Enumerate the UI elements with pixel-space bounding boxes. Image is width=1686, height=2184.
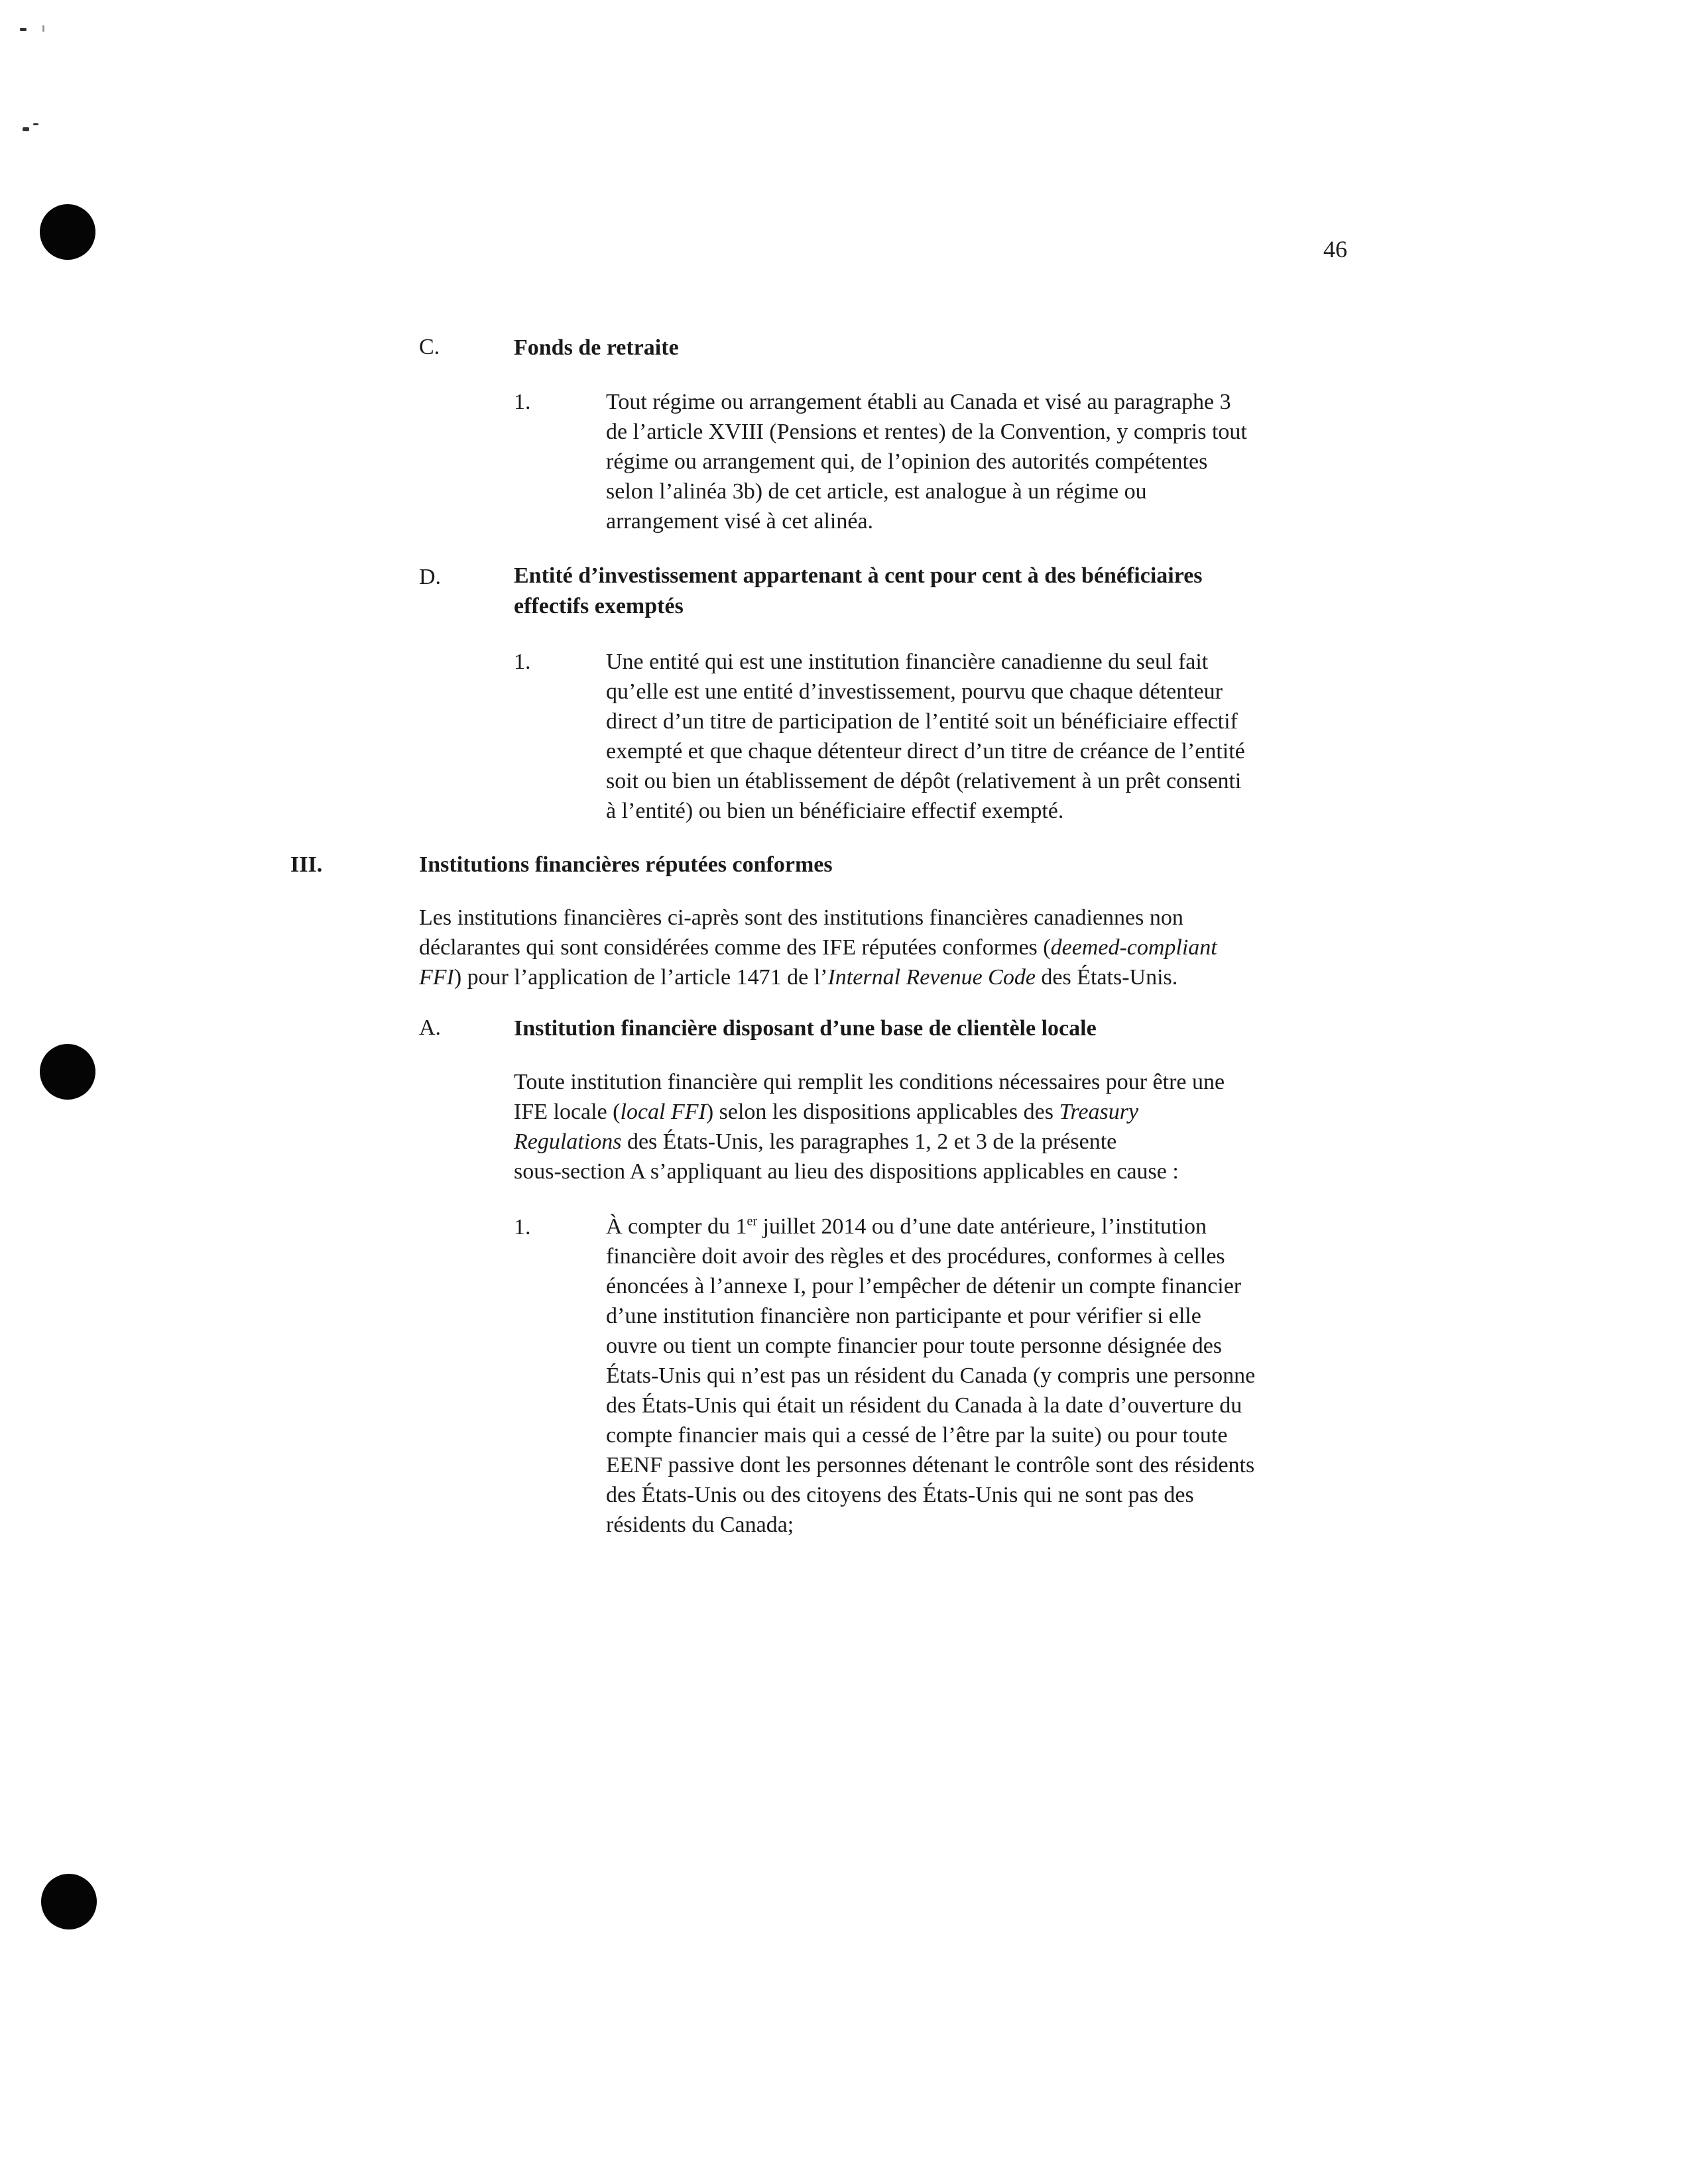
section-a-title: Institution financière disposant d’une base de clientèle locale	[514, 1016, 1097, 1041]
text-line: des États-Unis ou des citoyens des États-Unis qui ne sont pas des	[606, 1483, 1194, 1507]
text-line: selon l’alinéa 3b) de cet article, est analogue à un régime ou	[606, 479, 1147, 504]
section-a-item-number: 1.	[514, 1215, 531, 1239]
text-span: IFE locale (	[514, 1100, 621, 1124]
section-iii-intro	[419, 903, 1217, 992]
page-number: 46	[1323, 236, 1347, 262]
text-line	[606, 1212, 1255, 1241]
section-d-label: D.	[419, 565, 442, 589]
section-c-item-text	[606, 387, 1247, 536]
title-line: effectifs exemptés	[514, 594, 684, 618]
italic-term: local FFI	[620, 1100, 706, 1124]
text-line	[419, 933, 1217, 962]
text-line: Les institutions financières ci-après sont des institutions financières canadiennes non	[419, 905, 1183, 930]
section-c-label: C.	[419, 335, 440, 359]
italic-term: Treasury	[1059, 1100, 1139, 1124]
text-span: des États-Unis, les paragraphes 1, 2 et 3 de la présente	[621, 1129, 1117, 1154]
text-line: arrangement visé à cet alinéa.	[606, 509, 874, 534]
italic-term: deemed-compliant	[1050, 935, 1217, 960]
text-line: États-Unis qui n’est pas un résident du Canada (y compris une personne	[606, 1363, 1256, 1388]
section-a-intro	[514, 1067, 1225, 1186]
punch-hole-bottom	[41, 1874, 97, 1929]
text-line: des États-Unis qui était un résident du Canada à la date d’ouverture du	[606, 1393, 1242, 1418]
text-line: énoncées à l’annexe I, pour l’empêcher de détenir un compte financier	[606, 1274, 1242, 1298]
punch-hole-top	[40, 204, 95, 260]
section-iii-title: Institutions financières réputées conformes	[419, 852, 833, 877]
text-line	[514, 1097, 1225, 1127]
section-c-item-number: 1.	[514, 390, 531, 414]
section-d-title	[514, 561, 1203, 622]
text-line: financière doit avoir des règles et des procédures, conformes à celles	[606, 1244, 1225, 1269]
scan-speck	[20, 28, 27, 31]
text-span: ) selon les dispositions applicables des	[705, 1100, 1059, 1124]
section-d-item-text	[606, 647, 1245, 826]
text-line: d’une institution financière non participante et pour vérifier si elle	[606, 1304, 1201, 1328]
text-span: déclarantes qui sont considérées comme des IFE réputées conformes (	[419, 935, 1051, 960]
text-line: compte financier mais qui a cessé de l’être par la suite) ou pour toute	[606, 1423, 1228, 1448]
text-line	[419, 962, 1217, 992]
scan-speck	[33, 123, 38, 125]
text-span: ) pour l’application de l’article 1471 de l’	[453, 965, 828, 990]
section-c-title: Fonds de retraite	[514, 335, 679, 360]
section-a-label: A.	[419, 1015, 442, 1040]
text-line: Tout régime ou arrangement établi au Canada et visé au paragraphe 3	[606, 390, 1231, 414]
scan-speck	[42, 25, 44, 32]
text-line: Une entité qui est une institution financière canadienne du seul fait	[606, 650, 1209, 674]
text-line: de l’article XVIII (Pensions et rentes) de la Convention, y compris tout	[606, 420, 1247, 444]
text-line: ouvre ou tient un compte financier pour toute personne désignée des	[606, 1334, 1223, 1358]
superscript: er	[747, 1214, 757, 1229]
text-line: direct d’un titre de participation de l’entité soit un bénéficiaire effectif	[606, 709, 1238, 734]
italic-term: FFI	[419, 965, 454, 990]
text-span: juillet 2014 ou d’une date antérieure, l’institution	[757, 1214, 1207, 1239]
section-iii-label: III.	[290, 852, 323, 877]
text-span: des États-Unis.	[1035, 965, 1178, 990]
text-line: régime ou arrangement qui, de l’opinion des autorités compétentes	[606, 449, 1208, 474]
italic-term: Regulations	[514, 1129, 622, 1154]
italic-term: Internal Revenue Code	[827, 965, 1036, 990]
text-line: qu’elle est une entité d’investissement, pourvu que chaque détenteur	[606, 679, 1223, 704]
text-line: sous-section A s’appliquant au lieu des dispositions applicables en cause :	[514, 1159, 1179, 1184]
text-line: Toute institution financière qui remplit les conditions nécessaires pour être une	[514, 1070, 1225, 1094]
punch-hole-middle	[40, 1044, 95, 1100]
scan-speck	[23, 127, 29, 131]
text-line: exempté et que chaque détenteur direct d’un titre de créance de l’entité	[606, 739, 1245, 764]
text-span: À compter du 1	[606, 1214, 747, 1239]
section-d-item-number: 1.	[514, 650, 531, 674]
title-line: Entité d’investissement appartenant à cent pour cent à des bénéficiaires	[514, 563, 1203, 588]
text-line	[514, 1127, 1225, 1157]
text-line: à l’entité) ou bien un bénéficiaire effectif exempté.	[606, 799, 1064, 823]
section-a-item-text	[606, 1212, 1255, 1540]
text-line: EENF passive dont les personnes détenant le contrôle sont des résidents	[606, 1453, 1255, 1477]
text-line: soit ou bien un établissement de dépôt (relativement à un prêt consenti	[606, 769, 1242, 793]
text-line: résidents du Canada;	[606, 1513, 794, 1537]
